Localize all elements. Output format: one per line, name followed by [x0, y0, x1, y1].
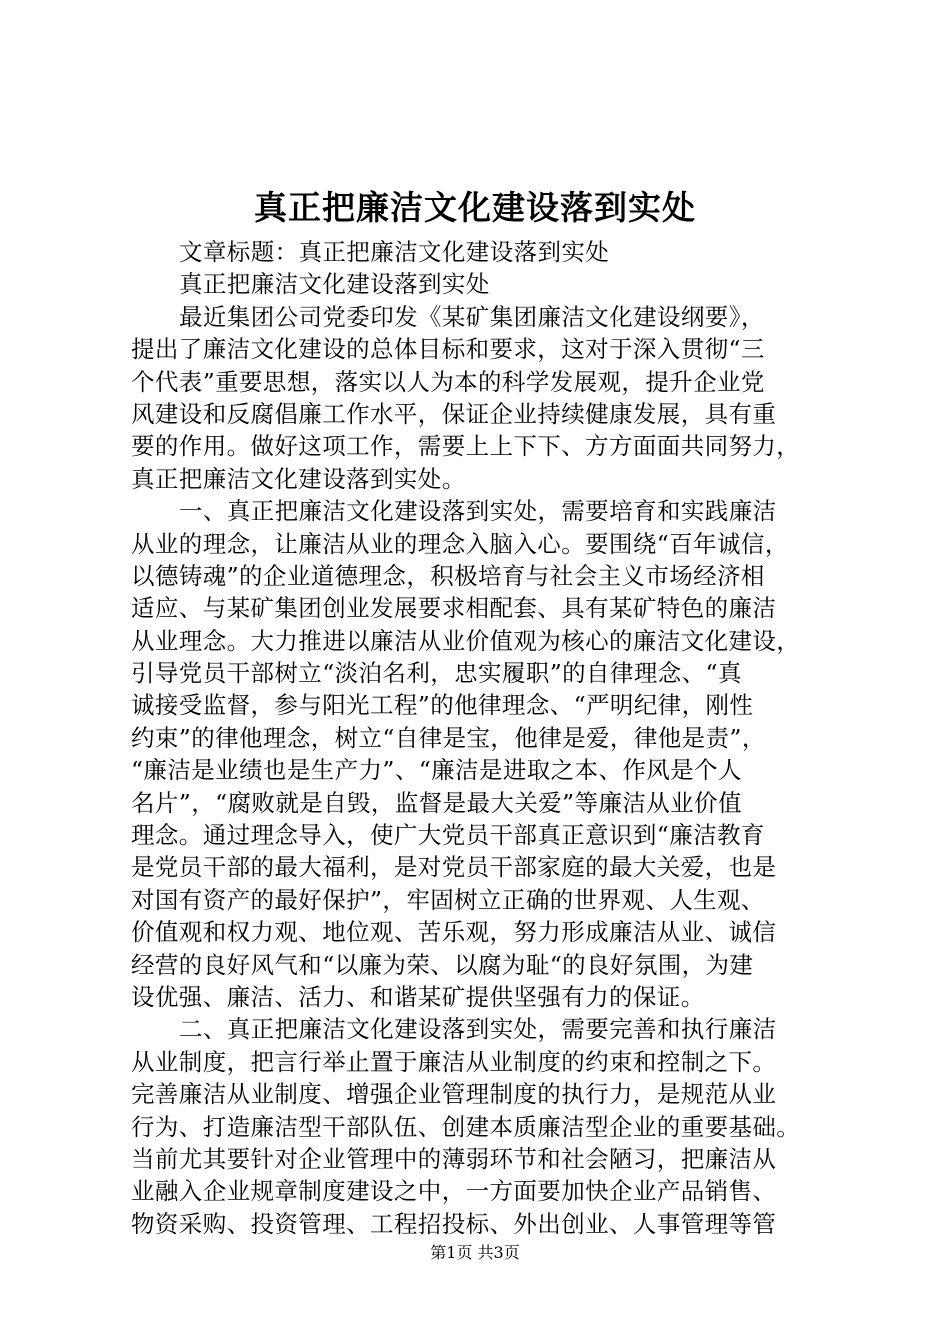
text-line: 从业的理念，让廉洁从业的理念入脑入心。要围绕“百年诚信， [131, 529, 789, 558]
page-footer: 第1页 共3页 [430, 1243, 520, 1262]
text-line: 当前尤其要针对企业管理中的薄弱环节和社会陋习，把廉洁从 [131, 1144, 777, 1173]
text-line: 个代表”重要思想，落实以人为本的科学发展观，提升企业党 [131, 367, 765, 396]
text-line: 名片”，“腐败就是自毁，监督是最大关爱”等廉洁从业价值 [131, 788, 742, 817]
text-line: 约束”的律他理念，树立“自律是宝，他律是爱，律他是责”， [131, 723, 766, 752]
text-line: 二、真正把廉洁文化建设落到实处，需要完善和执行廉洁 [179, 1015, 777, 1044]
text-line: 是党员干部的最大福利，是对党员干部家庭的最大关爱，也是 [131, 853, 777, 882]
text-line: 风建设和反腐倡廉工作水平，保证企业持续健康发展，具有重 [131, 399, 777, 428]
text-line: 适应、与某矿集团创业发展要求相配套、具有某矿特色的廉洁 [131, 594, 777, 623]
text-line: 一、真正把廉洁文化建设落到实处，需要培育和实践廉洁 [179, 497, 777, 526]
text-line: 对国有资产的最好保护”，牢固树立正确的世界观、人生观、 [131, 885, 765, 914]
text-line: 真正把廉洁文化建设落到实处。 [131, 464, 466, 493]
text-line: 最近集团公司党委印发《某矿集团廉洁文化建设纲要》， [179, 302, 765, 331]
text-line: 文章标题：真正把廉洁文化建设落到实处 [179, 238, 610, 266]
text-line: 从业制度，把言行举止置于廉洁从业制度的约束和控制之下。 [131, 1047, 777, 1076]
text-line: 业融入企业规章制度建设之中，一方面要加快企业产品销售、 [131, 1177, 777, 1206]
text-line: 要的作用。做好这项工作，需要上上下下、方方面面共同努力， [131, 432, 801, 461]
text-line: “廉洁是业绩也是生产力”、“廉洁是进取之本、作风是个人 [131, 756, 742, 785]
document-body [131, 236, 847, 1240]
text-line: 从业理念。大力推进以廉洁从业价值观为核心的廉洁文化建设， [131, 626, 801, 655]
text-line: 物资采购、投资管理、工程招投标、外出创业、人事管理等管 [131, 1209, 777, 1238]
text-line: 以德铸魂”的企业道德理念，积极培育与社会主义市场经济相 [131, 561, 765, 590]
text-line: 行为、打造廉洁型干部队伍、创建本质廉洁型企业的重要基础。 [131, 1112, 801, 1141]
text-line: 价值观和权力观、地位观、苦乐观，努力形成廉洁从业、诚信 [131, 918, 777, 947]
document-title: 真正把廉洁文化建设落到实处 [254, 188, 696, 227]
text-line: 提出了廉洁文化建设的总体目标和要求，这对于深入贯彻“三 [131, 335, 765, 364]
text-line: 设优强、廉洁、活力、和谐某矿提供坚强有力的保证。 [131, 982, 705, 1011]
text-line: 完善廉洁从业制度、增强企业管理制度的执行力，是规范从业 [131, 1080, 777, 1109]
text-line: 理念。通过理念导入，使广大党员干部真正意识到“廉洁教育 [131, 821, 765, 850]
text-line: 真正把廉洁文化建设落到实处 [179, 270, 490, 299]
text-line: 经营的良好风气和“以廉为荣、以腐为耻“的良好氛围，为建 [131, 950, 754, 979]
text-line: 引导党员干部树立“淡泊名利，忠实履职”的自律理念、“真 [131, 659, 742, 688]
text-line: 诚接受监督，参与阳光工程”的他律理念、“严明纪律，刚性 [131, 691, 754, 720]
